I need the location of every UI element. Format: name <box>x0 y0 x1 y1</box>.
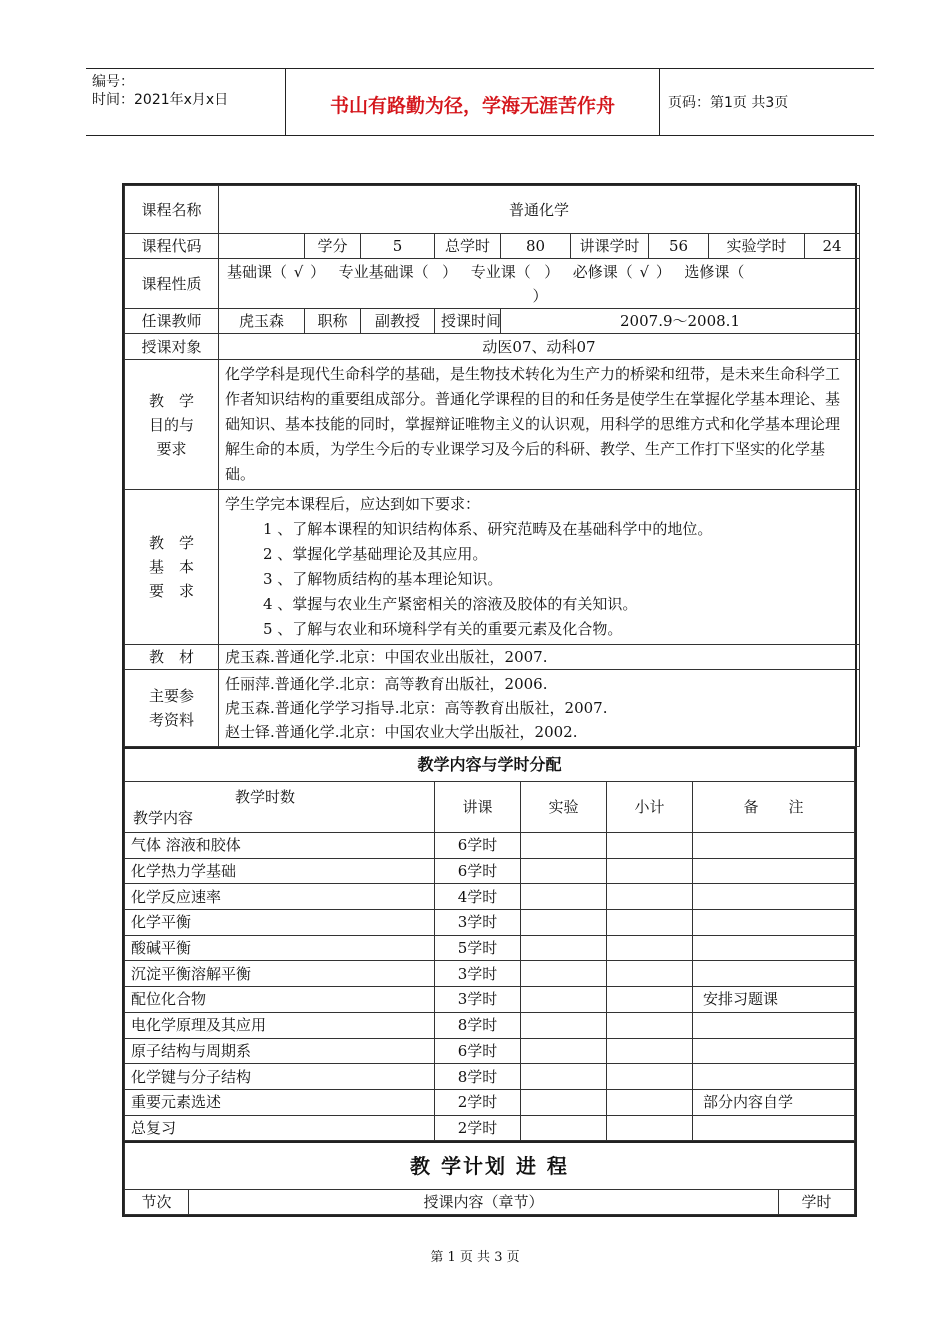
requirements-intro: 学生学完本课程后，应达到如下要求： <box>225 495 481 513</box>
diag-top-label: 教学时数 <box>235 788 296 806</box>
course-nature-line2: ） <box>532 286 548 305</box>
header-slogan: 书山有路勤为径，学海无涯苦作舟 <box>286 69 660 135</box>
row-lecture: 8学时 <box>435 1012 521 1038</box>
teacher-title: 副教授 <box>361 309 435 334</box>
table-row <box>125 961 855 987</box>
row-lecture: 6学时 <box>435 1038 521 1064</box>
row-lecture: 3学时 <box>435 987 521 1013</box>
teacher-name: 虎玉森 <box>219 309 305 334</box>
row-note <box>693 961 855 987</box>
requirement-item: 4 、掌握与农业生产紧密相关的溶液及胶体的有关知识。 <box>263 595 638 613</box>
requirements-label <box>125 490 219 645</box>
allocation-title: 教学内容与学时分配 <box>125 748 855 782</box>
row-lab <box>521 884 607 910</box>
row-content: 重要元素选述 <box>125 1089 435 1115</box>
row-note <box>693 1038 855 1064</box>
row-subtotal <box>607 1012 693 1038</box>
time-label: 授课时间 <box>435 309 501 334</box>
total-hours-value: 80 <box>501 234 571 259</box>
hours-allocation-table <box>124 747 855 1141</box>
row-lecture: 3学时 <box>435 961 521 987</box>
requirement-item: 3 、了解物质结构的基本理论知识。 <box>263 570 503 588</box>
req-label-line2: 基 本 <box>148 558 194 576</box>
course-nature <box>219 259 860 309</box>
row-note: 部分内容自学 <box>693 1089 855 1115</box>
course-code-label: 课程代码 <box>125 234 219 259</box>
title-label: 职称 <box>305 309 361 334</box>
row-lab <box>521 833 607 859</box>
col-session: 节次 <box>125 1190 189 1215</box>
lecture-hours-label: 讲课学时 <box>571 234 649 259</box>
reference-item: 虎玉森.普通化学学习指导.北京：高等教育出版社，2007. <box>225 699 608 717</box>
row-subtotal <box>607 833 693 859</box>
col-subtotal: 小计 <box>607 782 693 833</box>
aim-label-line1: 教 学 <box>148 391 194 410</box>
row-subtotal <box>607 1064 693 1090</box>
teaching-time: 2007.9～2008.1 <box>501 309 860 334</box>
table-row <box>125 910 855 936</box>
requirements-list <box>219 490 860 645</box>
row-subtotal <box>607 884 693 910</box>
row-subtotal <box>607 1115 693 1141</box>
header-meta <box>86 69 286 135</box>
row-note <box>693 1115 855 1141</box>
aim-label-line2: 目的与 <box>148 415 194 434</box>
refs-label-line1: 主要参 <box>148 687 194 705</box>
row-lecture: 2学时 <box>435 1089 521 1115</box>
requirement-item: 5 、了解与农业和环境科学有关的重要元素及化合物。 <box>263 620 623 638</box>
row-note <box>693 935 855 961</box>
row-subtotal <box>607 1038 693 1064</box>
aim-text: 化学学科是现代生命科学的基础，是生物技术转化为生产力的桥梁和纽带，是未来生命科学工作者知识结构的重要组成部分。普通化学课程的目的和任务是使学生在掌握化学基本理论、基础知识、基本技能的同时，掌握辩证唯物主义的认识观，用科学的思维方式和化学基本理论理解生命的本质，为学生今后的专业课学习及今后的科研、教学、生产工作打下坚实的化学基础。 <box>219 360 860 490</box>
req-label-line3: 要 求 <box>148 582 194 600</box>
time-label: 时间：2021年x月x日 <box>92 92 229 108</box>
table-row <box>125 987 855 1013</box>
aim-label <box>125 360 219 490</box>
row-subtotal <box>607 1089 693 1115</box>
row-subtotal <box>607 961 693 987</box>
row-subtotal <box>607 858 693 884</box>
target-label: 授课对象 <box>125 334 219 360</box>
course-nature-line1: 基础课（ √ ） 专业基础课（ ） 专业课（ ） 必修课（ √ ） 选修课（ <box>227 262 745 281</box>
table-row <box>125 858 855 884</box>
table-row <box>125 1012 855 1038</box>
course-name: 普通化学 <box>219 186 860 234</box>
table-row <box>125 935 855 961</box>
row-content: 原子结构与周期系 <box>125 1038 435 1064</box>
row-lecture: 3学时 <box>435 910 521 936</box>
row-note <box>693 1012 855 1038</box>
row-note <box>693 1064 855 1090</box>
table-row <box>125 1038 855 1064</box>
row-lab <box>521 935 607 961</box>
row-content: 沉淀平衡溶解平衡 <box>125 961 435 987</box>
row-lab <box>521 1038 607 1064</box>
page-footer: 第 1 页 共 3 页 <box>430 1250 520 1265</box>
reference-item: 任丽萍.普通化学.北京：高等教育出版社，2006. <box>225 675 548 693</box>
course-code <box>219 234 305 259</box>
row-content: 酸碱平衡 <box>125 935 435 961</box>
requirement-item: 2 、掌握化学基础理论及其应用。 <box>263 545 488 563</box>
diag-bottom-label: 教学内容 <box>133 809 194 827</box>
col-plan-content: 授课内容（章节） <box>189 1190 779 1215</box>
page-header <box>86 68 874 136</box>
course-info-table <box>124 185 860 747</box>
col-lecture: 讲课 <box>435 782 521 833</box>
row-content: 总复习 <box>125 1115 435 1141</box>
row-lab <box>521 858 607 884</box>
row-content: 化学键与分子结构 <box>125 1064 435 1090</box>
row-lab <box>521 1115 607 1141</box>
row-content: 配位化合物 <box>125 987 435 1013</box>
textbook-label: 教 材 <box>125 645 219 670</box>
table-row <box>125 833 855 859</box>
row-note <box>693 884 855 910</box>
textbook: 虎玉森.普通化学.北京：中国农业出版社，2007. <box>219 645 860 670</box>
row-lab <box>521 1089 607 1115</box>
teaching-plan-table <box>124 1141 855 1215</box>
row-lab <box>521 1012 607 1038</box>
row-lab <box>521 987 607 1013</box>
row-content: 化学热力学基础 <box>125 858 435 884</box>
row-lecture: 5学时 <box>435 935 521 961</box>
total-hours-label: 总学时 <box>435 234 501 259</box>
course-syllabus-table <box>122 183 857 1217</box>
col-plan-hours: 学时 <box>779 1190 855 1215</box>
table-row <box>125 1089 855 1115</box>
lab-hours-label: 实验学时 <box>709 234 805 259</box>
allocation-rows <box>125 833 855 1141</box>
plan-title: 教 学计划 进 程 <box>125 1142 855 1190</box>
references-list <box>219 670 860 747</box>
row-subtotal <box>607 935 693 961</box>
row-lecture: 8学时 <box>435 1064 521 1090</box>
table-row <box>125 1064 855 1090</box>
teacher-label: 任课教师 <box>125 309 219 334</box>
row-note <box>693 858 855 884</box>
course-name-label: 课程名称 <box>125 186 219 234</box>
reference-item: 赵士铎.普通化学.北京：中国农业大学出版社，2002. <box>225 723 578 741</box>
row-content: 气体 溶液和胶体 <box>125 833 435 859</box>
row-lab <box>521 961 607 987</box>
col-lab: 实验 <box>521 782 607 833</box>
lecture-hours-value: 56 <box>649 234 709 259</box>
table-row <box>125 884 855 910</box>
req-label-line1: 教 学 <box>148 534 194 552</box>
row-lecture: 6学时 <box>435 858 521 884</box>
target-students: 动医07、动科07 <box>219 334 860 360</box>
row-content: 电化学原理及其应用 <box>125 1012 435 1038</box>
refs-label-line2: 考资料 <box>148 711 194 729</box>
allocation-header-diagonal <box>125 782 435 833</box>
table-row <box>125 1115 855 1141</box>
row-content: 化学平衡 <box>125 910 435 936</box>
row-note: 安排习题课 <box>693 987 855 1013</box>
row-subtotal <box>607 910 693 936</box>
col-note: 备 注 <box>693 782 855 833</box>
number-label: 编号： <box>92 74 134 90</box>
row-lecture: 6学时 <box>435 833 521 859</box>
row-content: 化学反应速率 <box>125 884 435 910</box>
references-label <box>125 670 219 747</box>
row-lab <box>521 910 607 936</box>
row-note <box>693 910 855 936</box>
lab-hours-value: 24 <box>805 234 860 259</box>
row-lecture: 2学时 <box>435 1115 521 1141</box>
requirement-item: 1 、了解本课程的知识结构体系、研究范畴及在基础科学中的地位。 <box>263 520 713 538</box>
row-lecture: 4学时 <box>435 884 521 910</box>
credit-value: 5 <box>361 234 435 259</box>
aim-label-line3: 要求 <box>156 439 187 458</box>
header-page-info: 页码：第1页 共3页 <box>668 95 789 111</box>
credit-label: 学分 <box>305 234 361 259</box>
row-note <box>693 833 855 859</box>
row-lab <box>521 1064 607 1090</box>
course-nature-label: 课程性质 <box>125 259 219 309</box>
row-subtotal <box>607 987 693 1013</box>
